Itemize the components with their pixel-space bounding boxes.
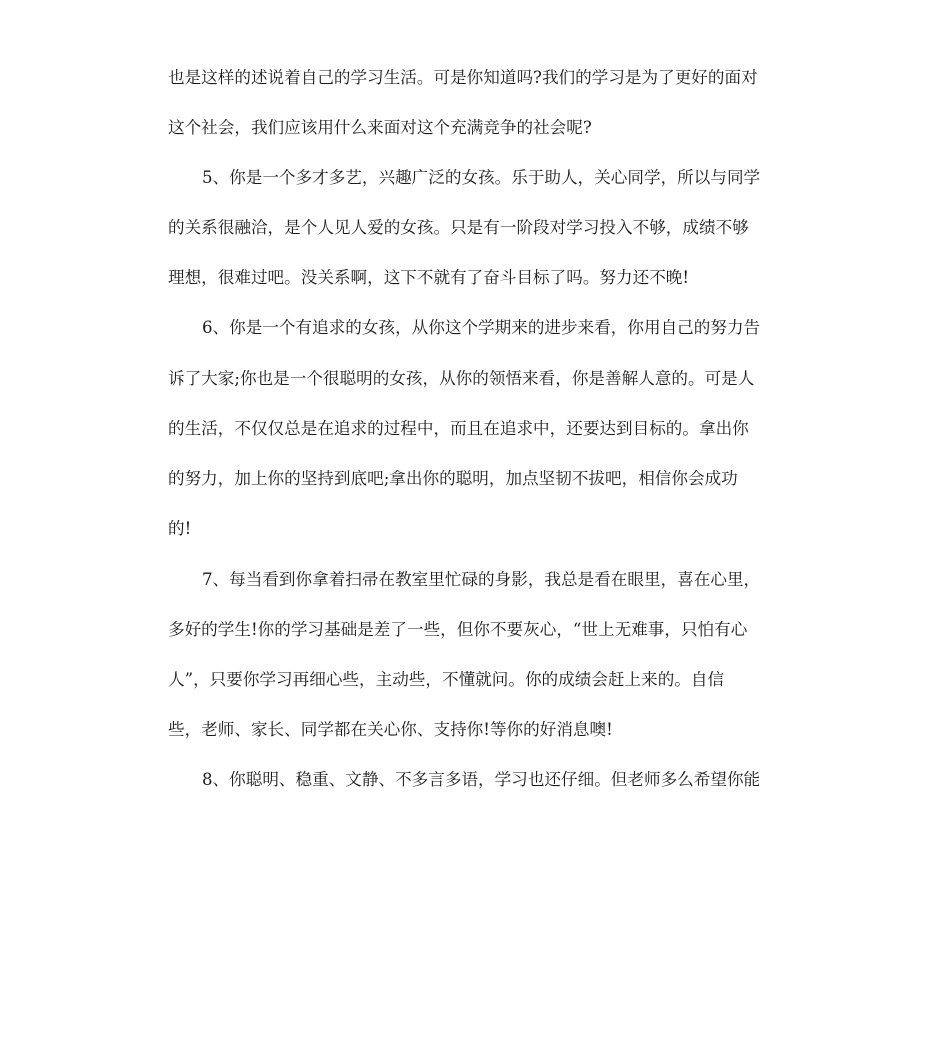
text-line: 的关系很融洽，是个人见人爱的女孩。只是有一阶段对学习投入不够，成绩不够 [168,218,749,237]
text-line: 的生活，不仅仅总是在追求的过程中，而且在追求中，还要达到目标的。拿出你 [168,419,749,438]
text-line: 多好的学生!你的学习基础是差了一些，但你不要灰心，“世上无难事，只怕有心 [168,620,748,639]
text-line: 理想，很难过吧。没关系啊，这下不就有了奋斗目标了吗。努力还不晚! [168,268,690,287]
text-line: 诉了大家;你也是一个很聪明的女孩，从你的领悟来看，你是善解人意的。可是人 [168,369,755,388]
paragraph-5-start: 5、你是一个多才多艺，兴趣广泛的女孩。乐于助人，关心同学，所以与同学 [202,168,761,187]
text-line: 这个社会，我们应该用什么来面对这个充满竞争的社会呢? [168,118,592,137]
text-line: 人”，只要你学习再细心些，主动些，不懂就问。你的成绩会赶上来的。自信 [168,670,725,689]
text-line: 也是这样的述说着自己的学习生活。可是你知道吗?我们的学习是为了更好的面对 [168,68,758,87]
text-line: 的努力，加上你的坚持到底吧;拿出你的聪明，加点坚韧不拔吧，相信你会成功 [168,469,738,488]
paragraph-8-start: 8、你聪明、稳重、文静、不多言多语，学习也还仔细。但老师多么希望你能 [202,770,761,789]
text-line: 些，老师、家长、同学都在关心你、支持你!等你的好消息噢! [168,720,613,739]
text-line: 的! [168,519,192,538]
paragraph-6-start: 6、你是一个有追求的女孩，从你这个学期来的进步来看，你用自己的努力告 [202,318,761,337]
paragraph-7-start: 7、每当看到你拿着扫帚在教室里忙碌的身影，我总是看在眼里，喜在心里， [202,570,761,589]
